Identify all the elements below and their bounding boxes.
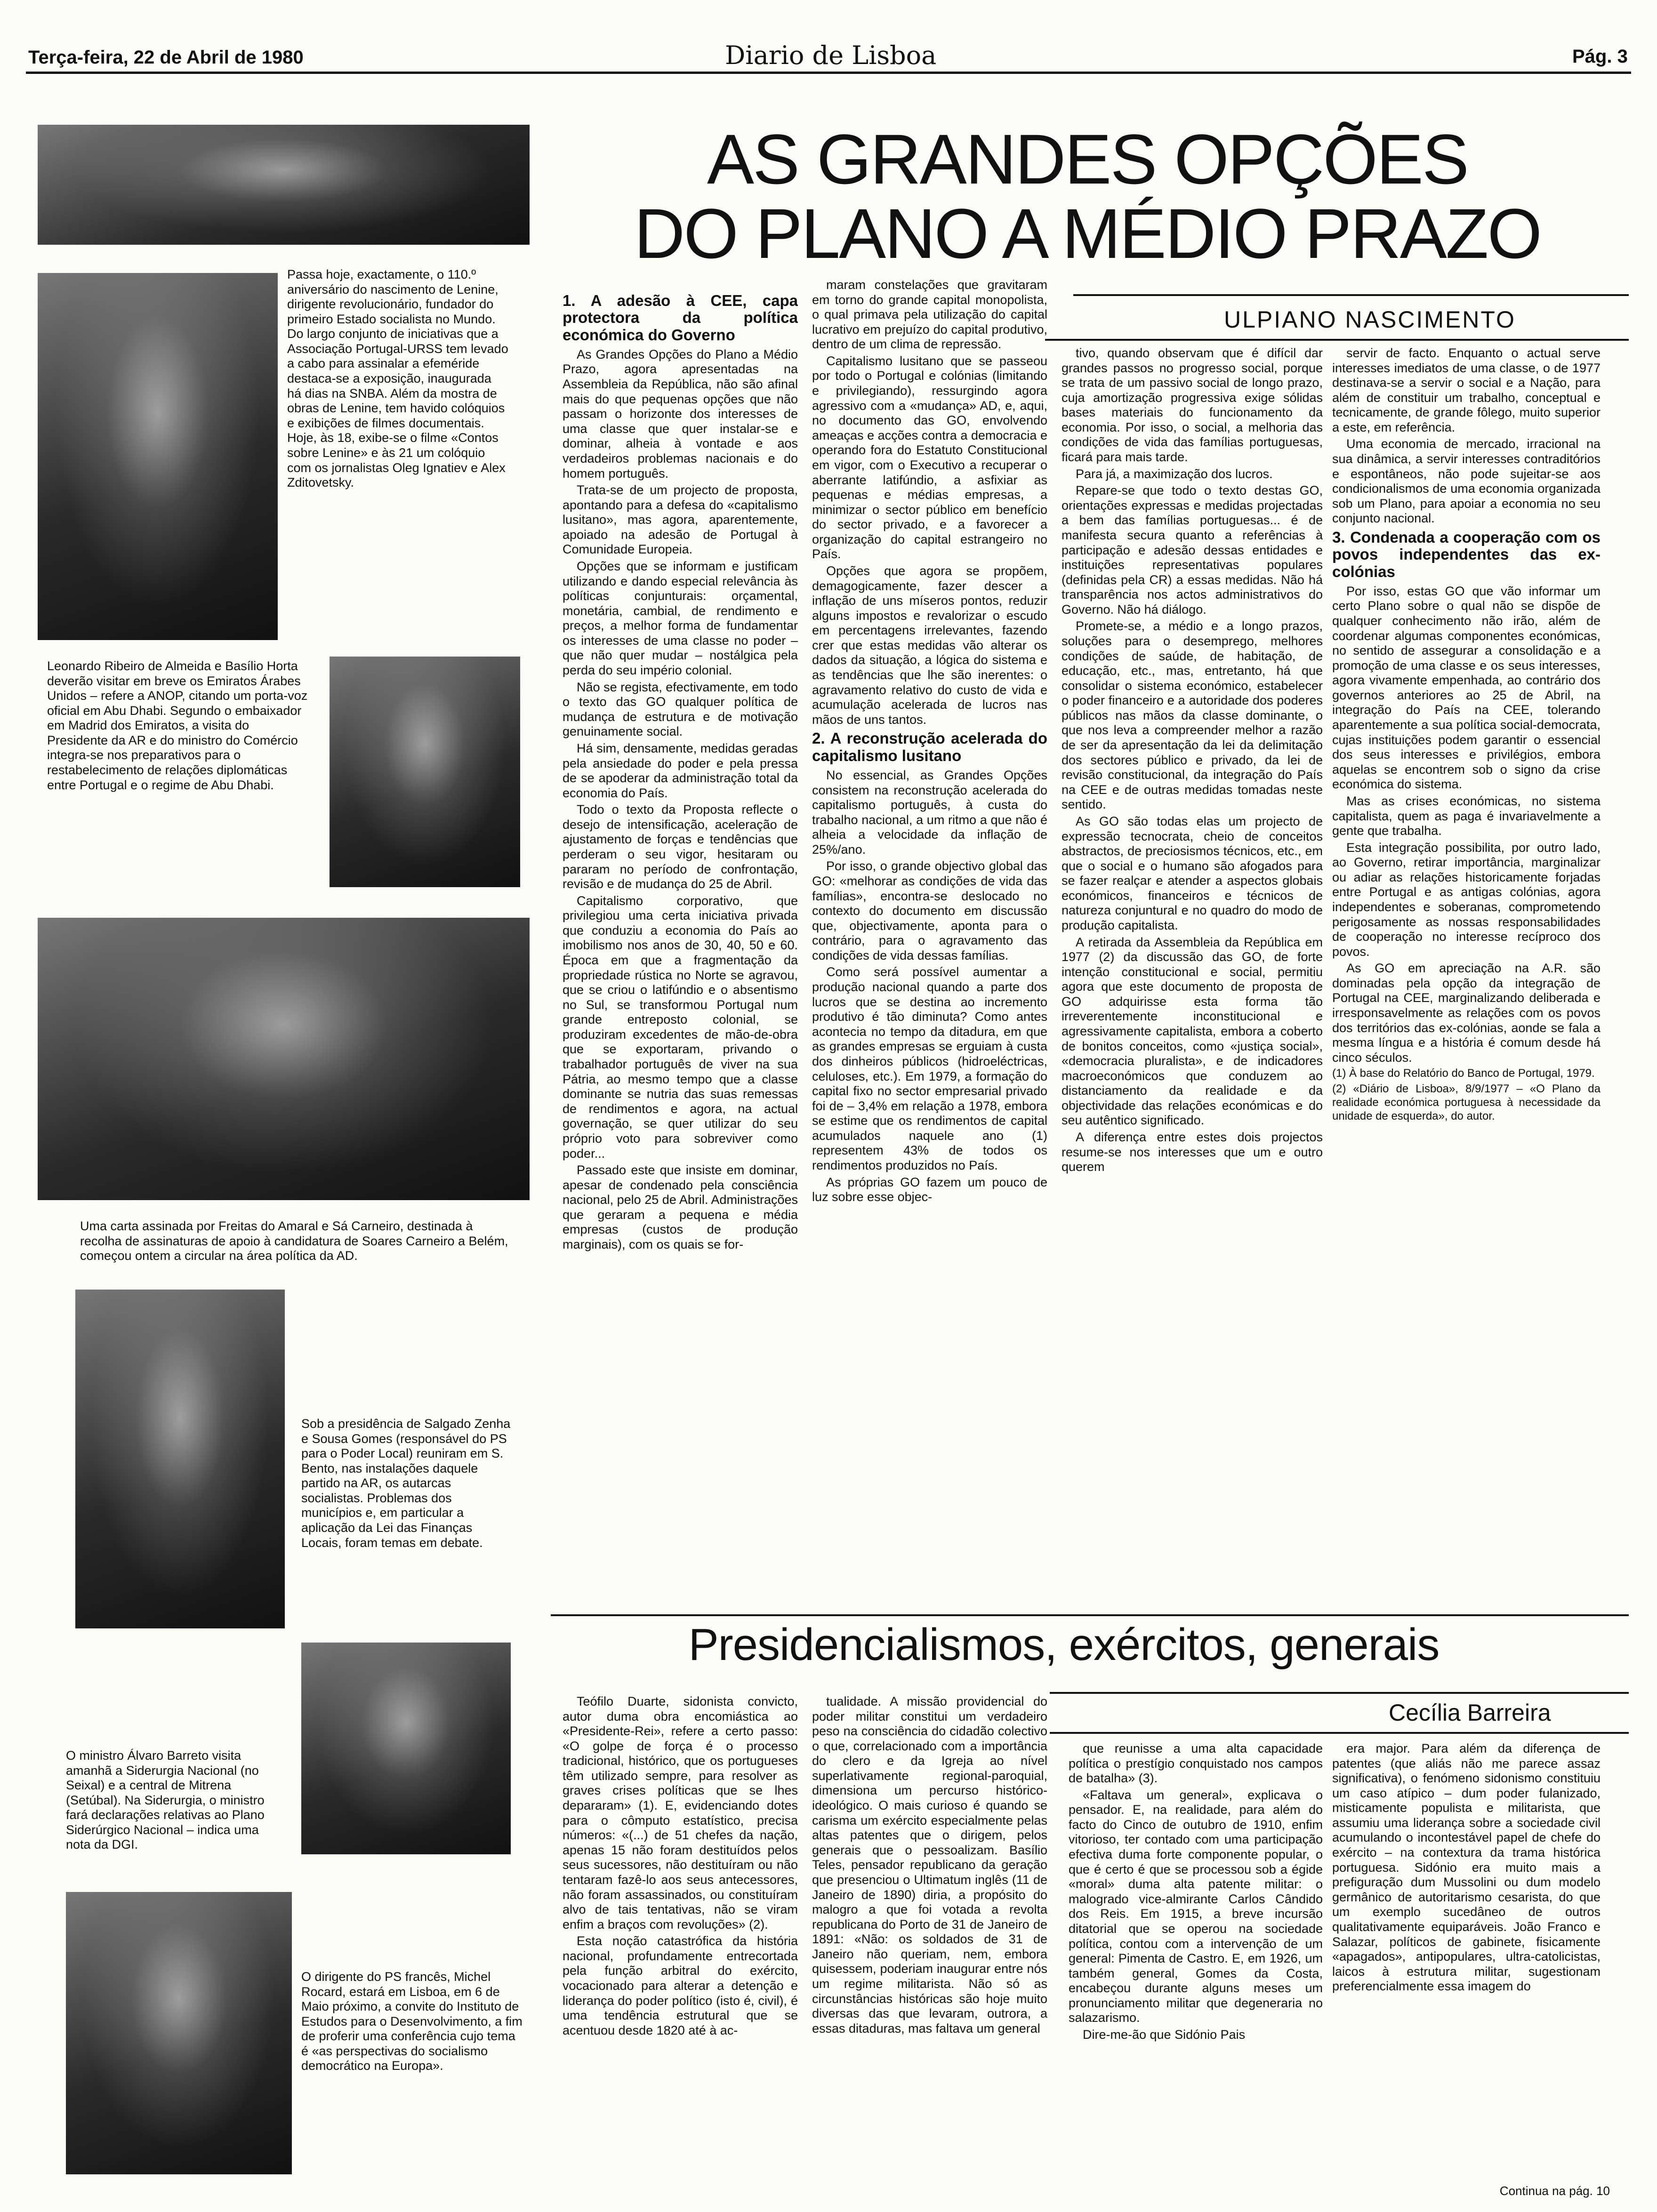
- article1-paragraph: A diferença entre estes dois projectos resume-se nos interesses que um e outro querem: [1062, 1130, 1323, 1174]
- article1-paragraph: Há sim, densamente, medidas geradas pela ansiedade do poder e pela pressa de se apoderar da administração total da economia do País.: [563, 741, 798, 800]
- article2-paragraph: era major. Para além da diferença de patentes (que aliás não me parece assaz significativa), o fenómeno sidonismo constituiu um caso atípico – dum poder fulanizado, misticamente populista e militarista, que assumiu uma liderança sobre a sociedade civil acumulando o incontestável papel de chefe do exército – na contextura da trama histórica portuguesa. Sidónio era muito mais a prefiguração dum Mussolini ou dum modelo germânico de autoritarismo cesarista, do que um exemplo sucedâneo de outros qualitativamente equiparáveis. João Franco e Salazar, políticos de gabinete, fisicamente «apagados», antipopulares, ultra-catolicistas, laicos à estrutura militar, sugestionam preferencialmente essa imagem do: [1332, 1741, 1601, 1994]
- article1-paragraph: As Grandes Opções do Plano a Médio Prazo, agora apresentadas na Assembleia da República, não são afinal mais do que pequenas opções que não passam o horizonte dos interesses de uma classe que quer instalar-se e dominar, alheia à vontade e aos verdadeiros problemas nacionais e do homem português.: [563, 347, 798, 481]
- article1-paragraph: As GO em apreciação na A.R. são dominadas pela opção da integração de Portugal na CEE, marginalizando deliberada e irresponsavelmente as relações com os povos dos territórios das ex-colónias, aonde se fala a mesma língua e a história é comum desde há cinco séculos.: [1332, 961, 1601, 1065]
- article2-byline-rule-bottom: [1050, 1732, 1629, 1734]
- article1-paragraph: Capitalismo corporativo, que privilegiou uma certa iniciativa privada que conduziu a economia do País ao imobilismo nos anos de 30, 40, 50 e 60. Época em que a fragmentação da propriedade rústica no Norte se agravou, que se criou o latifúndio e o absentismo no Sul, se transformou Portugal num grande entreposto colonial, se produziram excedentes de mão-de-obra que se exportaram, privando o trabalhador português de viver na sua Pátria, ao mesmo tempo que a classe dominante se nutria das suas remessas de rendimentos e agora, na actual governação, se quer utilizar do seu próprio voto para sobreviver como poder...: [563, 893, 798, 1161]
- article1-paragraph: Trata-se de um projecto de proposta, apontando para a defesa do «capitalismo lusitano», mas agora, aparentemente, apoiado na adesão de Portugal à Comunidade Europeia.: [563, 483, 798, 557]
- article1-paragraph: servir de facto. Enquanto o actual serve interesses imediatos de uma classe, o de 1977 destinava-se a servir o social e a Nação, para além de constituir um trabalho, conceptual e tecnicamente, de grande fôlego, muito superior a este, em referência.: [1332, 346, 1601, 434]
- article1-paragraph: Capitalismo lusitano que se passeou por todo o Portugal e colónias (limitando e privilegiando), ressurgindo agora agressivo com a «mudança» AD, e, aqui, no documento das GO, envolvendo ameaças e acções contra a democracia e operando fora do Estatuto Constitucional em vigor, com o Executivo a recuperar o aberrante latifúndio, a asfixiar as pequenas e médias empresas, a minimizar o sector público em benefício do sector privado, e a favorecer a organização do capital estrangeiro no País.: [812, 353, 1047, 561]
- article1-col2: [812, 278, 1047, 1598]
- article2-paragraph: que reunisse a uma alta capacidade política o prestígio conquistado nos campos de batalha» (3).: [1069, 1741, 1323, 1786]
- article1-paragraph: Repare-se que todo o texto destas GO, orientações expressas e medidas projectadas a bem das famílias portuguesas... é de manifesta secura quanto a referências à participação e adesão dessas entidades e instituições representativas populares (definidas pela CR) a essas medidas. Não há transparência nos actos administrativos do Governo. Não há diálogo.: [1062, 483, 1323, 617]
- photo-alvaro-barreto: [301, 1643, 511, 1854]
- article1-col3: [1062, 346, 1323, 1598]
- sidebar-banner-image: [38, 125, 530, 245]
- article1-paragraph: Não se regista, efectivamente, em todo o texto das GO qualquer política de mudança de estrutura e de motivação genuinamente social.: [563, 680, 798, 739]
- caption-rocard: O dirigente do PS francês, Michel Rocard, estará em Lisboa, em 6 de Maio próximo, a convite do Instituto de Estudos para o Desenvolvimento, a fim de proferir uma conferência cujo tema é «as perspectivas do socialismo democrático na Europa».: [301, 1970, 523, 2073]
- article2-headline: Presidencialismos, exércitos, generais: [688, 1619, 1440, 1670]
- article1-paragraph: Promete-se, a médio e a longo prazos, soluções para o desemprego, melhores condições de saúde, de habitação, de educação, etc., mas, entretanto, há que consolidar o sistema económico, estabelecer o poder financeiro e a autoridade dos poderes públicos nas mãos da classe dominante, o que nos leva a compreender melhor a razão de ser da apresentação da lei da delimitação dos sectores público e privado, da lei de revisão constitucional, da integração do País na CEE e de outras medidas tomadas neste sentido.: [1062, 619, 1323, 812]
- article1-section1-heading: 1. A adesão à CEE, capa protectora da política económica do Governo: [563, 292, 798, 344]
- article1-paragraph: Uma economia de mercado, irracional na sua dinâmica, a servir interesses contraditórios e espontâneos, não pode sujeitar-se aos condicionalismos de uma economia organizada sob um Plano, para apoiar a economia no seu conjunto nacional.: [1332, 437, 1601, 526]
- photo-michel-rocard: [66, 1892, 292, 2174]
- caption-siderurgia: O ministro Álvaro Barreto visita amanhã a Siderurgia Nacional (no Seixal) e a central de Mitrena (Setúbal). Na Siderurgia, o ministro fará declarações relativas ao Plano Siderúrgico Nacional – indica uma nota da DGI.: [66, 1748, 265, 1852]
- article1-paragraph: tivo, quando observam que é difícil dar grandes passos no progresso social, porque se trata de um passivo social de longo prazo, cuja amortização progressiva exige sólidas bases materiais do funcionamento da economia. Por isso, o social, a melhoria das condições de vida das famílias portuguesas, ficará para mais tarde.: [1062, 346, 1323, 465]
- article1-paragraph: Para já, a maximização dos lucros.: [1076, 466, 1273, 481]
- article2-col4: [1332, 1741, 1601, 2174]
- article1-byline: ULPIANO NASCIMENTO: [1224, 306, 1516, 333]
- article1-paragraph: Mas as crises económicas, no sistema capitalista, quem as paga é invariavelmente a gente que trabalha.: [1332, 793, 1601, 838]
- caption-lenin: Passa hoje, exactamente, o 110.º aniversário do nascimento de Lenine, dirigente revolucionário, fundador do primeiro Estado socialista no Mundo. Do largo conjunto de iniciativas que a Associação Portugal-URSS tem levado a cabo para assinalar a efeméride destaca-se a exposição, inaugurada há dias na SNBA. Além da mostra de obras de Lenine, tem havido colóquios e exibições de filmes documentais. Hoje, às 18, exibe-se o filme «Contos sobre Lenine» e às 21 um colóquio com os jornalistas Oleg Ignatiev e Alex Zditovetsky.: [287, 267, 508, 490]
- caption-candidacy: Uma carta assinada por Freitas do Amaral e Sá Carneiro, destinada à recolha de assinaturas de apoio à candidatura de Soares Carneiro a Belém, começou ontem a circular na área política da AD.: [80, 1219, 508, 1263]
- article1-byline-rule-bottom: [1045, 339, 1629, 341]
- article1-headline-line1: AS GRANDES OPÇÕES: [707, 120, 1468, 199]
- article2-col1: [563, 1694, 798, 2203]
- article2-byline-rule: [1050, 1692, 1629, 1694]
- header-date: Terça-feira, 22 de Abril de 1980: [28, 47, 304, 68]
- article2-col3: [1069, 1741, 1323, 2203]
- article2-paragraph: Esta noção catastrófica da história nacional, profundamente entrecortada pela função arbitral do exército, vocacionado para alterar a detenção e liderança do poder político (isto é, civil), é uma tendência estrutural que se acentuou desde 1820 até à ac-: [563, 1934, 798, 2037]
- photo-salgado-zenha: [75, 1290, 285, 1628]
- caption-autarcas: Sob a presidência de Salgado Zenha e Sousa Gomes (responsável do PS para o Poder Local) reuniram em S. Bento, nas instalações daquele partido na AR, os autarcas socialistas. Problemas dos municípios e, em particular a aplicação da Lei das Finanças Locais, foram temas em debate.: [301, 1417, 511, 1550]
- article2-paragraph: Dire-me-ão que Sidónio Pais: [1083, 2027, 1246, 2042]
- article1-paragraph: Por isso, estas GO que vão informar um certo Plano sobre o qual não se dispõe de qualquer conhecimento não irão, além de coordenar algumas componentes económicas, no sentido de assegurar a consolidação e a promoção de uma classe e os seus interesses, agora vivamente empenhada, ao contrário dos governos anteriores ao 25 de Abril, na integração do País na CEE, tolerando aparentemente a sua política social-democrata, cujas instituições podem garantir o essencial dos seus interesses e privilégios, embora aquelas se encontrem sob o signo da crise económica do sistema.: [1332, 584, 1601, 792]
- article1-paragraph: maram constelações que gravitaram em torno do grande capital monopolista, o qual primava pela utilização do capital lucrativo em prejuízo do capital produtivo, dentro de um clima de repressão.: [812, 278, 1047, 352]
- article2-paragraph: «Faltava um general», explicava o pensador. E, na realidade, para além do facto do Cinco de outubro de 1910, enfim vitorioso, ter contado com uma participação efectiva duma forte componente popular, o que é certo é que se processou sob a égide «moral» duma alta patente militar: o malogrado vice-almirante Carlos Cândido dos Reis. Em 1915, a breve incursão ditatorial que se operou na sociedade política, contou com a intervenção de um general: Pimenta de Castro. E, em 1926, um também general, Gomes da Costa, encabeçou durante alguns meses um pronunciamento militar que degeneraria no salazarismo.: [1069, 1787, 1323, 2025]
- article1-paragraph: Todo o texto da Proposta reflecte o desejo de intensificação, aceleração de ajustamento de forças e tendências que perderam o seu vigor, hesitaram ou pararam no período de confrontação, revisão e de mudança do 25 de Abril.: [563, 802, 798, 891]
- article1-section3-heading: 3. Condenada a cooperação com os povos independentes das ex-colónias: [1332, 528, 1601, 580]
- article1-headline-line2: DO PLANO A MÉDIO PRAZO: [634, 193, 1541, 273]
- article1-paragraph: Passado este que insiste em dominar, apesar de condenado pela consciência nacional, pelo 25 de Abril. Administrações que geraram a pequena e média empresas (custos de produção marginais), com os quais se for-: [563, 1163, 798, 1251]
- masthead: Diario de Lisboa: [725, 40, 937, 70]
- article1-paragraph: Opções que agora se propõem, demagogicamente, fazer descer a inflação de uns míseros pontos, reduzir alguns impostos e revalorizar o escudo em percentagens irrelevantes, fazendo crer que estas medidas vão alterar os dados da situação, a lógica do sistema e as tendências que lhe são inerentes: o agravamento relativo do custo de vida e acumulação acelerada de lucros nas mãos de uns tantos.: [812, 563, 1047, 727]
- article2-paragraph: tualidade. A missão providencial do poder militar constitui um verdadeiro peso na consciência do cidadão colectivo o que, correlacionado com a importância do clero e da Igreja ao nível superlativamente regional-paroquial, dimensiona um percurso histórico-ideológico. O mais curioso é quando se carisma um exército especialmente pelas altas patentes que o dirigem, pelos generais que o pessoalizam. Basílio Teles, pensador republicano da geração que presenciou o Ultimatum inglês (11 de Janeiro de 1890) diria, a propósito do malogro a que foi votada a revolta republicana do Porto de 31 de Janeiro de 1891: «Não: os soldados de 31 de Janeiro não queriam, nem, embora quisessem, poderiam inaugurar entre nós um regime militarista. Não só as circunstâncias históricas são hoje muito diversas das que levaram, outrora, a essas ditaduras, mas faltava um general: [812, 1694, 1047, 2036]
- article2-col2: [812, 1694, 1047, 2203]
- caption-emirates: Leonardo Ribeiro de Almeida e Basílio Horta deverão visitar em breve os Emiratos Árabes Unidos – refere a ANOP, citando um porta-voz oficial em Abu Dhabi. Segundo o embaixador em Madrid dos Emiratos, a visita do Presidente da AR e do ministro do Comércio integra-se nos preparativos para o restabelecimento de relações diplomáticas entre Portugal e o regime de Abu Dhabi.: [47, 659, 308, 792]
- article1-paragraph: Por isso, o grande objectivo global das GO: «melhorar as condições de vida das famílias», encontra-se deslocado no contexto do documento em discussão que, objectivamente, aponta para o contrário, para o agravamento das condições de vida dessas famílias.: [812, 859, 1047, 962]
- article1-paragraph: Como será possível aumentar a produção nacional quando a parte dos lucros que se destina ao incremento produtivo é tão diminuta? Como antes acontecia no tempo da ditadura, em que as grandes empresas se erguiam à custa dos dinheiros públicos (hidroeléctricas, celuloses, etc.). Em 1979, a formação do capital fixo no sector empresarial privado foi de – 3,4% em relação a 1978, embora se estime que os rendimentos de capital acumulados naquele ano (1) representem 43% de todos os rendimentos produzidos no País.: [812, 965, 1047, 1172]
- continued-on-page: Continua na pág. 10: [1499, 2184, 1610, 2198]
- article1-paragraph: Opções que se informam e justificam utilizando e dando especial relevância às políticas conjunturais: orçamental, monetária, cambial, de rendimento e preços, a melhor forma de fundamentar os interesses de uma classe no poder – que não quer mudar – nostálgica pela perda do seu império colonial.: [563, 559, 798, 678]
- article1-paragraph: No essencial, as Grandes Opções consistem na reconstrução acelerada do capitalismo português, à custa do trabalho nacional, a um ritmo a que não é alheia a velocidade da inflação de 25%/ano.: [812, 768, 1047, 857]
- article1-headline: [617, 122, 1558, 271]
- article2-byline: Cecília Barreira: [1389, 1699, 1551, 1726]
- article2-paragraph: Teófilo Duarte, sidonista convicto, autor duma obra encomiástica ao «Presidente-Rei», refere a certo passo: «O golpe de força é o processo tradicional, histórico, que os portugueses têm utilizado sempre, para resolver as graves crises políticas que se lhes depararam» (1). E, evidenciando dotes para o cômputo estatístico, precisa números: «(...) de 51 chefes da nação, apenas 15 não foram destituídos pelos seus sucessores, não destituíram ou não tentaram fazê-lo aos seus antecessores, não foram assassinados, ou constituíram alvo de tais tentativas, não se viram enfim a braços com revoluções» (2).: [563, 1694, 798, 1931]
- article1-col1: [563, 289, 798, 1598]
- header-rule: [26, 72, 1631, 74]
- photo-freitas-sa-carneiro: [38, 918, 530, 1200]
- article1-paragraph: As GO são todas elas um projecto de expressão tecnocrata, cheio de conceitos abstractos, de preciosismos técnicos, etc., em que o social e o humano são afogados para se fazer realçar e atender a aspectos globais económicos, financeiros e técnicos de natureza conjuntural e no quadro do modo de produção capitalista.: [1062, 814, 1323, 932]
- article1-footnotes: [1332, 1067, 1601, 1123]
- article1-col4: [1332, 346, 1601, 1598]
- article1-byline-rule: [1073, 294, 1629, 296]
- footnote: (1) À base do Relatório do Banco de Portugal, 1979.: [1332, 1067, 1595, 1080]
- article1-paragraph: Esta integração possibilita, por outro lado, ao Governo, retirar importância, marginalizar ou adiar as relações historicamente forjadas entre Portugal e as antigas colónias, agora independentes e soberanas, comprometendo perigosamente as nossas responsabilidades de cooperação no interesse recíproco dos povos.: [1332, 840, 1601, 959]
- article2-top-rule: [551, 1614, 1629, 1616]
- photo-minister: [330, 657, 520, 887]
- article1-paragraph: A retirada da Assembleia da República em 1977 (2) da discussão das GO, de forte intenção constitucional e social, permitiu agora que este documento de proposta de GO adquirisse esta forma tão irreverentemente inconstitucional e agressivamente capitalista, embora a coberto de bonitos conceitos, como «justiça social», «democracia pluralista», e de indicadores macroeconómicos que conduzem ao distanciamento da realidade e da objectividade das relações económicas e do seu autêntico significado.: [1062, 935, 1323, 1128]
- article1-section2-heading: 2. A reconstrução acelerada do capitalismo lusitano: [812, 729, 1047, 764]
- article1-paragraph: As próprias GO fazem um pouco de luz sobre esse objec-: [812, 1175, 1047, 1204]
- page-number: Pág. 3: [1572, 46, 1628, 67]
- photo-lenin: [38, 273, 278, 640]
- footnote: (2) «Diário de Lisboa», 8/9/1977 – «O Plano da realidade económica portuguesa à necessidade da unidade de esquerda», do autor.: [1332, 1082, 1601, 1122]
